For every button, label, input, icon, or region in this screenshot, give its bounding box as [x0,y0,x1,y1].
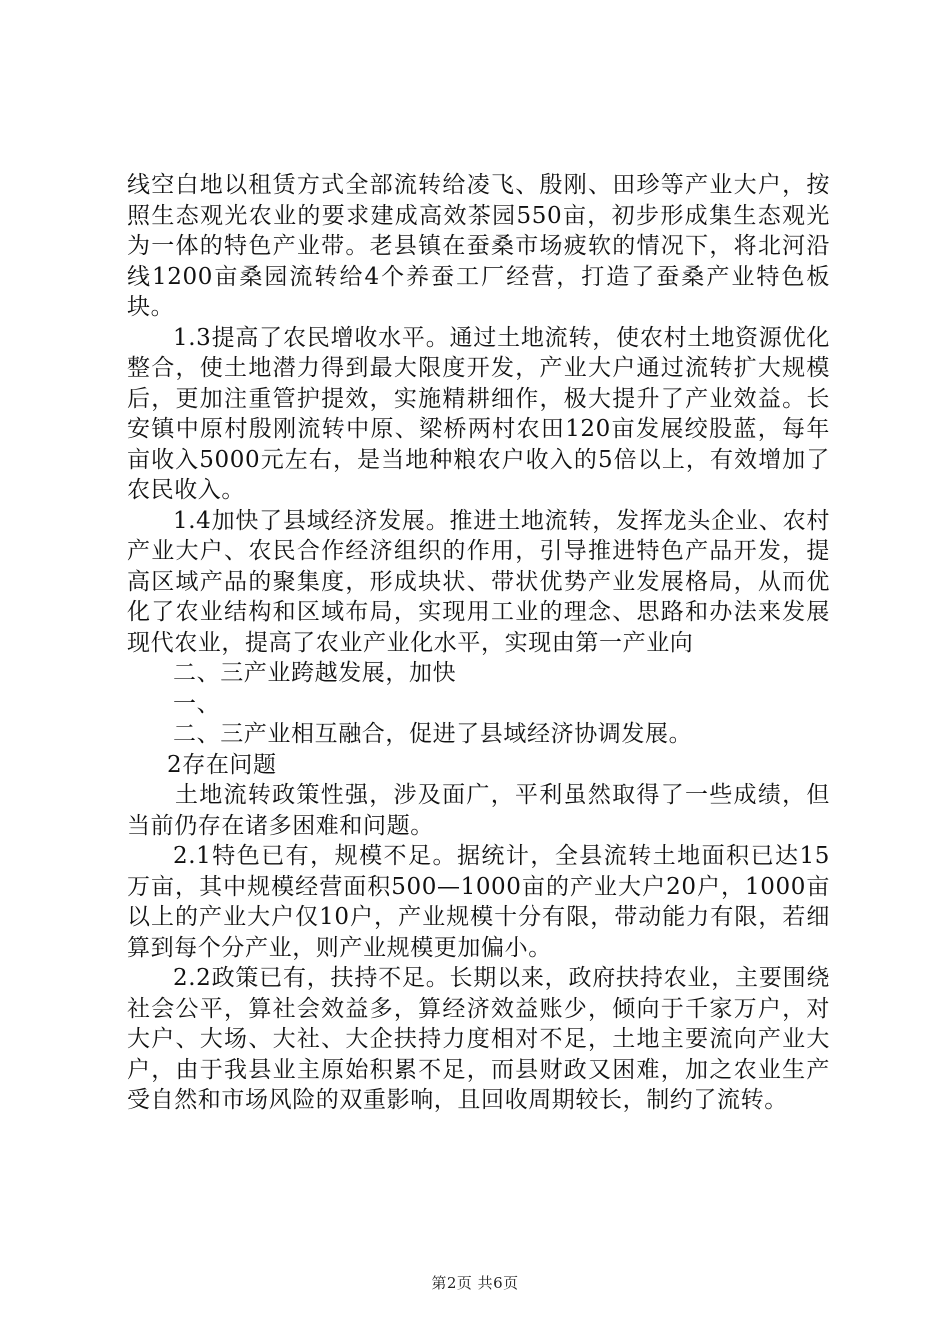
paragraph-continuation: 线空白地以租赁方式全部流转给凌飞、殷刚、田珍等产业大户，按照生态观光农业的要求建成高效茶园550亩，初步形成集生态观光为一体的特色产业带。老县镇在蚕桑市场疲软的情况下，将北河沿线1200亩桑园流转给4个养蚕工厂经营，打造了蚕桑产业特色板块。 [127,172,830,320]
paragraph-section-2-1: 2.1特色已有，规模不足。据统计，全县流转土地面积已达15万亩，其中规模经营面积500—1000亩的产业大户20户，1000亩以上的产业大户仅10户，产业规模十分有限，带动能力有限，若细算到每个分产业，则产业规模更加偏小。 [127,843,830,961]
section-heading-2: 2存在问题 [167,751,277,778]
paragraph-fragment-1: 二、三产业跨越发展，加快 [173,660,457,686]
paragraph-section-2-2: 2.2政策已有，扶持不足。长期以来，政府扶持农业，主要围绕社会公平，算社会效益多，算经济效益账少，倾向于千家万户，对大户、大场、大社、大企扶持力度相对不足，土地主要流向产业大户，由于我县业主原始积累不足，而县财政又困难，加之农业生产受自然和市场风险的双重影响，且回收周期较长，制约了流转。 [127,965,830,1113]
document-body [127,170,830,1116]
paragraph-section-1-3: 1.3提高了农民增收水平。通过土地流转，使农村土地资源优化整合，使土地潜力得到最大限度开发，产业大户通过流转扩大规模后，更加注重管护提效，实施精耕细作，极大提升了产业效益。长安镇中原村殷刚流转中原、梁桥两村农田120亩发展绞股蓝，每年亩收入5000元左右，是当地种粮农户收入的5倍以上，有效增加了农民收入。 [127,324,830,503]
page-footer: 第2页 共6页 [431,1274,519,1292]
paragraph-section-2-intro: 土地流转政策性强，涉及面广，平利虽然取得了一些成绩，但当前仍存在诸多困难和问题。 [127,782,830,839]
paragraph-fragment-2: 一、 [173,690,221,717]
paragraph-section-1-4: 1.4加快了县域经济发展。推进土地流转，发挥龙头企业、农村产业大户、农民合作经济组织的作用，引导推进特色产品开发，提高区域产品的聚集度，形成块状、带状优势产业发展格局，从而优化了农业结构和区域布局，实现用工业的理念、思路和办法来发展现代农业，提高了农业产业化水平，实现由第一产业向 [127,507,830,656]
paragraph-fragment-3: 二、三产业相互融合，促进了县域经济协调发展。 [173,721,693,747]
